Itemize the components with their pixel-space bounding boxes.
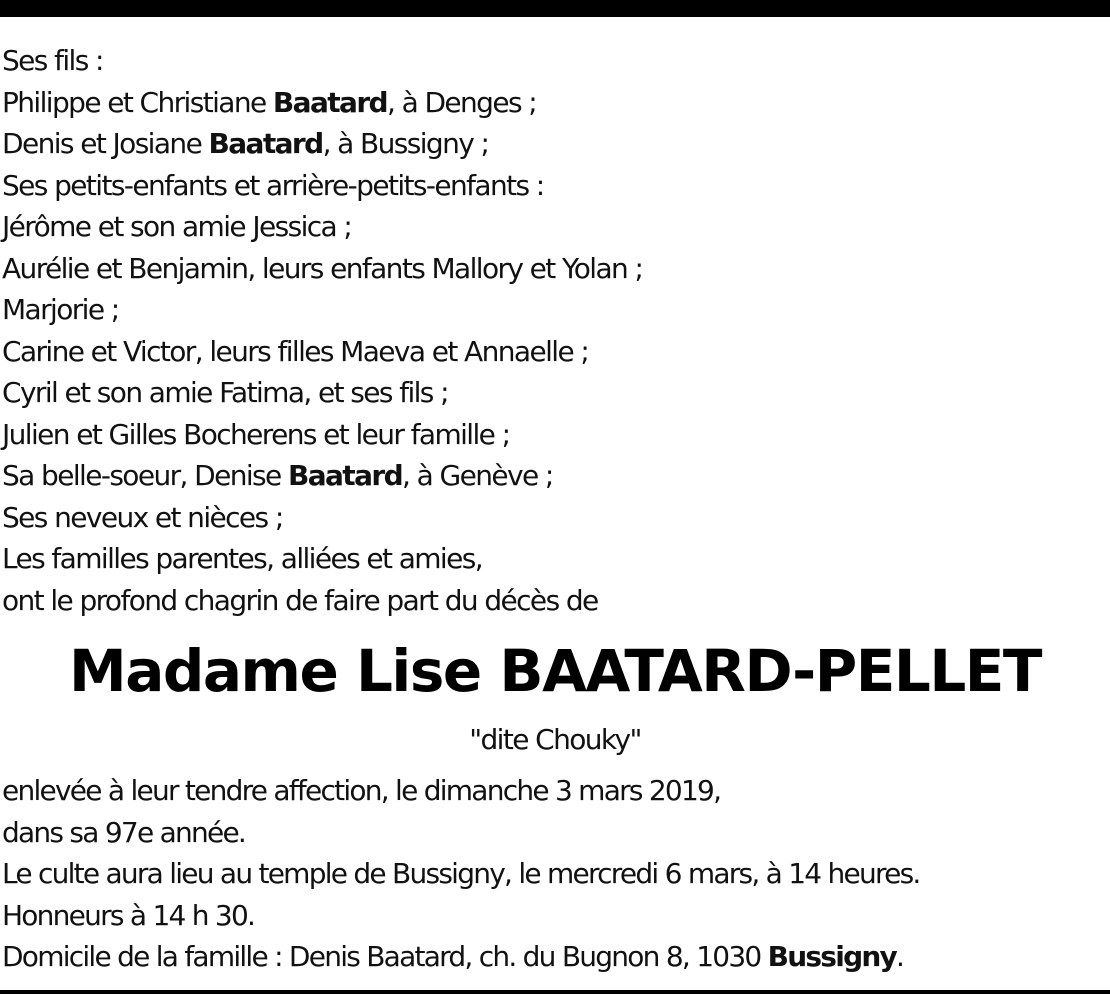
surname: Baatard: [287, 459, 403, 492]
line-text: Domicile de la famille : Denis Baatard, ch. du Bugnon 8, 1030: [2, 940, 768, 973]
line-text: Philippe et Christiane: [2, 85, 273, 119]
notice-line: [2, 497, 642, 539]
notice-line: [2, 580, 642, 622]
notice-line: [2, 123, 642, 165]
line-text: enlevée à leur tendre affection, le dimanche 3 mars 2019,: [2, 774, 721, 807]
notice-line: [2, 289, 642, 331]
notice-line: [2, 82, 642, 124]
line-text: Julien et Gilles Bocherens et leur famille ;: [2, 417, 510, 451]
line-text: Le culte aura lieu au temple de Bussigny, le mercredi 6 mars, à 14 heures.: [2, 857, 920, 890]
closing-details: [2, 770, 920, 978]
family-intro: [2, 40, 642, 621]
line-text: , à Genève ;: [402, 459, 553, 492]
line-text: Les familles parentes, alliées et amies,: [2, 542, 483, 575]
line-text: .: [896, 940, 904, 973]
notice-line: [2, 770, 920, 812]
notice-line: [2, 372, 642, 414]
line-text: dans sa 97e année.: [2, 815, 246, 849]
notice-line: [2, 248, 642, 290]
deceased-name: Madame Lise BAATARD-PELLET: [69, 637, 1041, 705]
line-text: , à Bussigny ;: [322, 127, 489, 160]
line-text: Aurélie et Benjamin, leurs enfants Mallory et Yolan ;: [2, 251, 643, 285]
bottom-rule: [0, 990, 1110, 994]
notice-line: [2, 40, 642, 82]
town: Bussigny: [767, 940, 897, 973]
line-text: Denis et Josiane: [2, 127, 209, 160]
line-text: Marjorie ;: [2, 293, 119, 326]
line-text: Carine et Victor, leurs filles Maeva et Annaelle ;: [2, 334, 589, 368]
top-rule: [0, 0, 1110, 17]
notice-line: [2, 936, 920, 978]
notice-line: [2, 206, 642, 248]
line-text: Sa belle-soeur, Denise: [2, 459, 288, 492]
line-text: , à Denges ;: [386, 85, 537, 119]
notice-line: [2, 455, 642, 497]
line-text: Ses neveux et nièces ;: [2, 500, 283, 534]
line-text: Honneurs à 14 h 30.: [2, 898, 255, 932]
line-text: ont le profond chagrin de faire part du décès de: [2, 583, 598, 617]
notice-line: [2, 165, 642, 207]
deceased-nickname: "dite Chouky": [469, 723, 641, 756]
line-text: Ses fils :: [2, 44, 103, 77]
notice-line: [2, 812, 920, 854]
notice-line: [2, 853, 920, 895]
notice-line: [2, 331, 642, 373]
surname: Baatard: [208, 127, 323, 160]
notice-line: [2, 414, 642, 456]
line-text: Jérôme et son amie Jessica ;: [2, 210, 352, 243]
line-text: Cyril et son amie Fatima, et ses fils ;: [2, 376, 448, 409]
surname: Baatard: [272, 85, 387, 119]
notice-line: [2, 538, 642, 580]
notice-line: [2, 895, 920, 937]
line-text: Ses petits-enfants et arrière-petits-enfants :: [2, 168, 544, 202]
